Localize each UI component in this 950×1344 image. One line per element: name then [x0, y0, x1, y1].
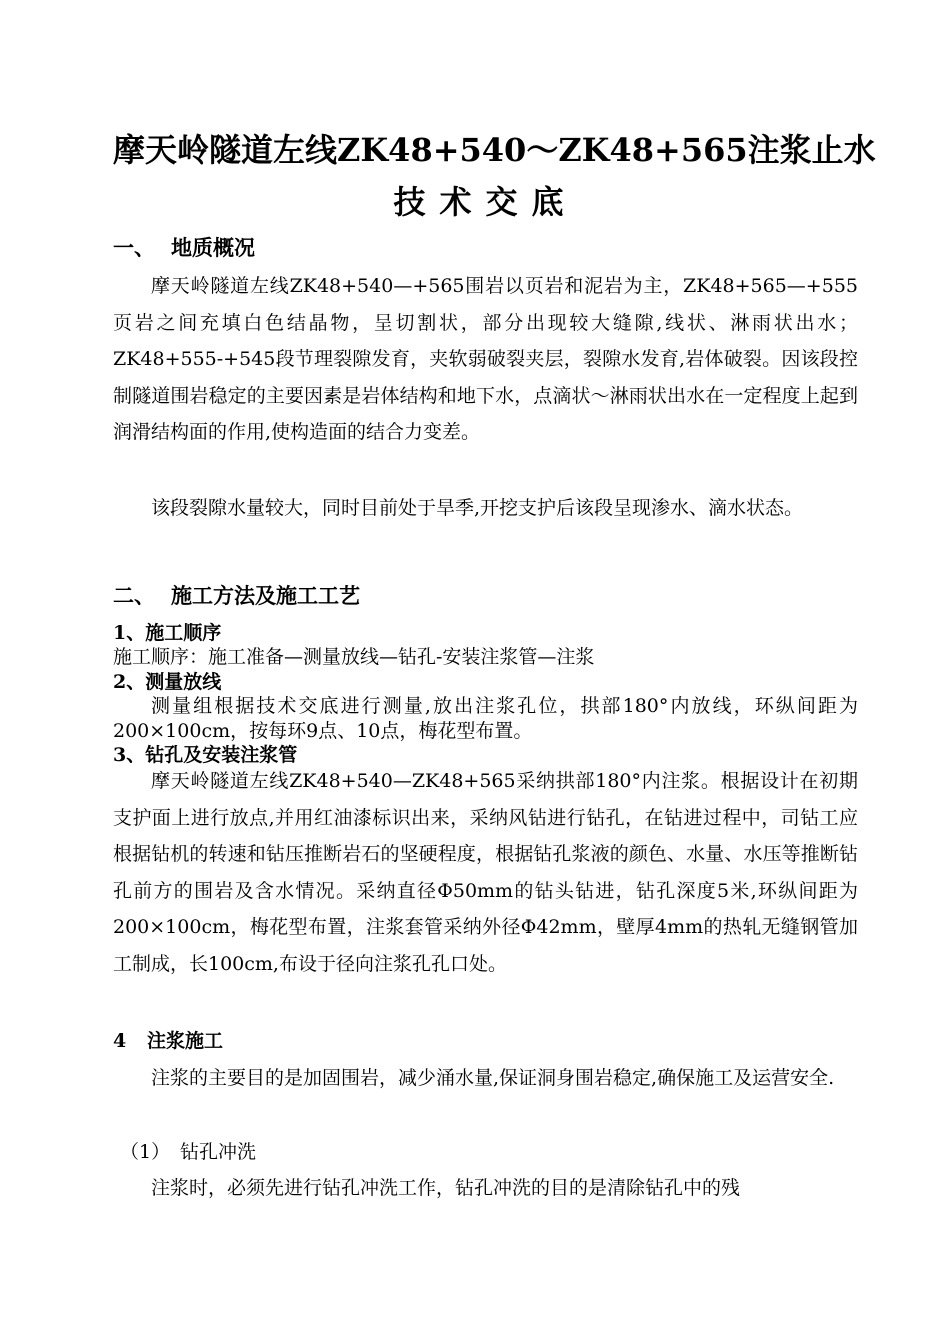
section-2-heading: [113, 582, 360, 610]
document-title: 摩天岭隧道左线ZK48+540～ZK48+565注浆止水: [113, 131, 876, 169]
document-subtitle: 技术交底: [393, 183, 578, 221]
section-1-heading: [113, 234, 255, 262]
subsection-4-title: 注浆施工: [147, 1030, 224, 1052]
subsection-4-text: 注浆的主要目的是加固围岩，减少涌水量,保证洞身围岩稳定,确保施工及运营安全.: [151, 1067, 835, 1089]
item-1-text: 注浆时，必须先进行钻孔冲洗工作，钻孔冲洗的目的是清除钻孔中的残: [151, 1177, 741, 1199]
section-2-number: 二、: [113, 583, 155, 608]
subsection-1-heading: 1、施工顺序: [113, 622, 222, 644]
section-1-paragraph-1: 摩天岭隧道左线ZK48+540—+565围岩以页岩和泥岩为主，ZK48+565—+555页岩之间充填白色结晶物，呈切割状，部分出现较大缝隙,线状、淋雨状出水；ZK48+555-+545段节理裂隙发育，夹软弱破裂夹层，裂隙水发育,岩体破裂。因该段控制隧道围岩稳定的主要因素是岩体结构和地下水，点滴状～淋雨状出水在一定程度上起到润滑结构面的作用,使构造面的结合力变差。: [113, 275, 858, 443]
subsection-1-text: 施工顺序：施工准备—测量放线—钻孔-安装注浆管—注浆: [113, 646, 595, 668]
item-1-number: （1）: [120, 1141, 171, 1163]
item-1-heading: [120, 1138, 256, 1166]
subsection-4-number: 4: [113, 1030, 127, 1052]
item-1-title: 钻孔冲洗: [180, 1141, 257, 1163]
section-1-number: 一、: [113, 235, 155, 260]
section-2-title: 施工方法及施工工艺: [171, 583, 360, 608]
subsection-3-heading: 3、钻孔及安装注浆管: [113, 744, 298, 766]
subsection-2-heading: 2、测量放线: [113, 671, 222, 693]
section-1-paragraph-2: 该段裂隙水量较大，同时目前处于旱季,开挖支护后该段呈现渗水、滴水状态。: [151, 497, 804, 519]
subsection-4-heading: [113, 1028, 223, 1054]
subsection-3-text: 摩天岭隧道左线ZK48+540—ZK48+565采纳拱部180°内注浆。根据设计在初期支护面上进行放点,并用红油漆标识出来，采纳风钻进行钻孔，在钻进过程中，司钻工应根据钻机的转速和钻压推断岩石的坚硬程度，根据钻孔浆液的颜色、水量、水压等推断钻孔前方的围岩及含水情况。采纳直径Φ50mm的钻头钻进，钻孔深度5米,环纵间距为200×100cm，梅花型布置，注浆套管采纳外径Φ42mm，壁厚4mm的热轧无缝钢管加工制成，长100cm,布设于径向注浆孔孔口处。: [113, 770, 858, 975]
subsection-2-text: 测量组根据技术交底进行测量,放出注浆孔位，拱部180°内放线，环纵间距为200×100cm，按每环9点、10点，梅花型布置。: [113, 695, 858, 742]
section-1-title: 地质概况: [171, 235, 255, 260]
